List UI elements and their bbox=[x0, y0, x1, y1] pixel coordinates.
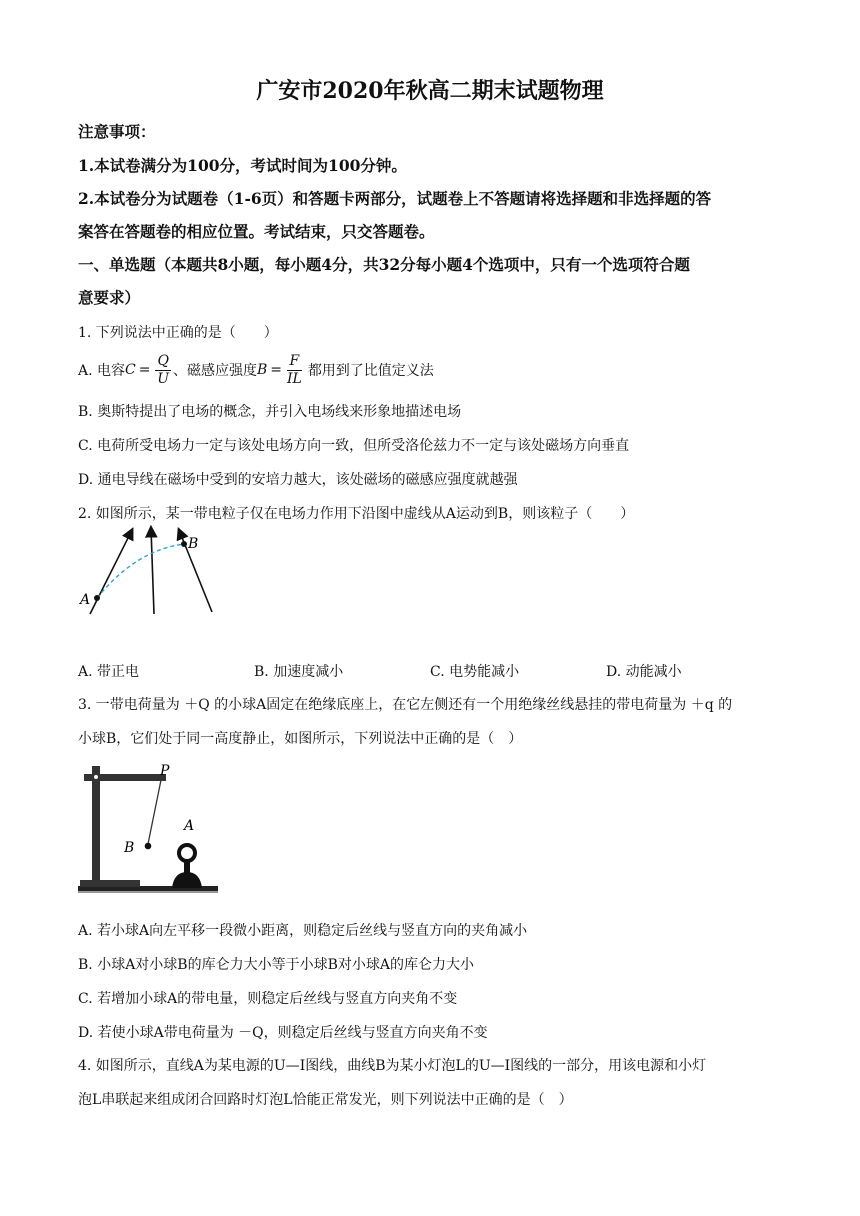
stand-pole bbox=[92, 766, 100, 882]
q1-fraction-2-denominator: IL bbox=[286, 370, 302, 387]
q1-option-d: D. 通电导线在磁场中受到的安培力越大，该处磁场的磁感应强度就越强 bbox=[78, 472, 518, 488]
q3-option-b: B. 小球A对小球B的库仑力大小等于小球B对小球A的库仑力大小 bbox=[78, 957, 474, 973]
q3-stem-line-1: 3. 一带电荷量为 ＋Q 的小球A固定在绝缘底座上，在它左侧还有一个用绝缘丝线悬挂的带电荷量为 ＋q 的 bbox=[78, 697, 733, 713]
label-a: A bbox=[80, 592, 91, 608]
section-heading-line-1: 一、单选题（本题共8小题，每小题4分，共32分每小题4个选项中，只有一个选项符合题 bbox=[78, 255, 690, 274]
page-title: 广安市2020年秋高二期末试题物理 bbox=[256, 78, 604, 104]
label-p: P bbox=[160, 763, 170, 779]
q1-stem: 1. 下列说法中正确的是（ ） bbox=[78, 325, 278, 341]
notice-heading: 注意事项： bbox=[78, 122, 156, 141]
q1-magnetic-symbol: B bbox=[256, 362, 268, 378]
particle-trajectory bbox=[97, 544, 184, 598]
ball-a-ring bbox=[179, 845, 195, 861]
q1-equals-2: = bbox=[270, 362, 282, 378]
notice-item-2-line-2: 案答在答题卷的相应位置。考试结束，只交答题卷。 bbox=[78, 222, 435, 241]
q1-fraction-1-denominator: U bbox=[157, 370, 170, 387]
q1-option-a-prefix: A. 电容 bbox=[78, 363, 126, 379]
ball-b bbox=[145, 843, 152, 850]
q1-option-b: B. 奥斯特提出了电场的概念，并引入电场线来形象地描述电场 bbox=[78, 404, 462, 420]
field-line-2 bbox=[151, 528, 154, 614]
label-b: B bbox=[124, 840, 135, 856]
notice-item-1: 1.本试卷满分为100分，考试时间为100分钟。 bbox=[78, 156, 407, 175]
label-a: A bbox=[184, 818, 195, 834]
q4-stem-line-1: 4. 如图所示，直线A为某电源的U—I图线，曲线B为某小灯泡L的U—I图线的一部分，用该电源和小灯 bbox=[78, 1058, 707, 1074]
q1-fraction-1-numerator: Q bbox=[157, 352, 169, 369]
q3-stem-line-2: 小球B，它们处于同一高度静止，如图所示，下列说法中正确的是（ ） bbox=[78, 731, 523, 747]
q1-capacitance-symbol: C bbox=[125, 362, 136, 378]
q1-fraction-2-numerator: F bbox=[287, 353, 302, 371]
q1-option-a-suffix: 都用到了比值定义法 bbox=[307, 363, 434, 379]
notice-item-2-line-1: 2.本试卷分为试题卷（1-6页）和答题卡两部分，试题卷上不答题请将选择题和非选择题的答 bbox=[78, 189, 712, 208]
q3-option-a: A. 若小球A向左平移一段微小距离，则稳定后丝线与竖直方向的夹角减小 bbox=[78, 923, 528, 939]
q1-option-a bbox=[78, 350, 434, 390]
insulating-stem bbox=[184, 860, 190, 874]
section-heading-line-2: 意要求） bbox=[78, 288, 141, 307]
insulating-base bbox=[172, 872, 202, 888]
q3-coulomb-diagram bbox=[76, 758, 226, 900]
field-line-1 bbox=[90, 530, 132, 614]
q1-option-c: C. 电荷所受电场力一定与该处电场方向一致，但所受洛伦兹力不一定与该处磁场方向垂直 bbox=[78, 438, 630, 454]
label-b: B bbox=[188, 536, 199, 552]
q2-stem: 2. 如图所示，某一带电粒子仅在电场力作用下沿图中虚线从A运动到B，则该粒子（ ） bbox=[78, 506, 635, 522]
stand-foot bbox=[80, 880, 140, 887]
q1-capacitance-fraction bbox=[155, 353, 170, 388]
q2-option-a: A. 带正电 bbox=[78, 664, 140, 680]
q2-option-d: D. 动能减小 bbox=[606, 664, 682, 680]
q2-field-diagram bbox=[76, 522, 226, 622]
q1-magnetic-fraction bbox=[287, 353, 302, 388]
q4-stem-line-2: 泡L串联起来组成闭合回路时灯泡L恰能正常发光，则下列说法中正确的是（ ） bbox=[78, 1092, 573, 1108]
q2-option-c: C. 电势能减小 bbox=[430, 664, 520, 680]
q1-option-a-middle: 、磁感应强度 bbox=[172, 363, 257, 379]
q2-option-b: B. 加速度减小 bbox=[254, 664, 344, 680]
q3-option-d: D. 若使小球A带电荷量为 －Q，则稳定后丝线与竖直方向夹角不变 bbox=[78, 1025, 488, 1041]
point-a-dot bbox=[94, 595, 100, 601]
q1-equals-1: = bbox=[138, 362, 151, 378]
silk-thread bbox=[148, 780, 161, 844]
point-b-dot bbox=[181, 541, 187, 547]
q3-option-c: C. 若增加小球A的带电量，则稳定后丝线与竖直方向夹角不变 bbox=[78, 991, 458, 1007]
